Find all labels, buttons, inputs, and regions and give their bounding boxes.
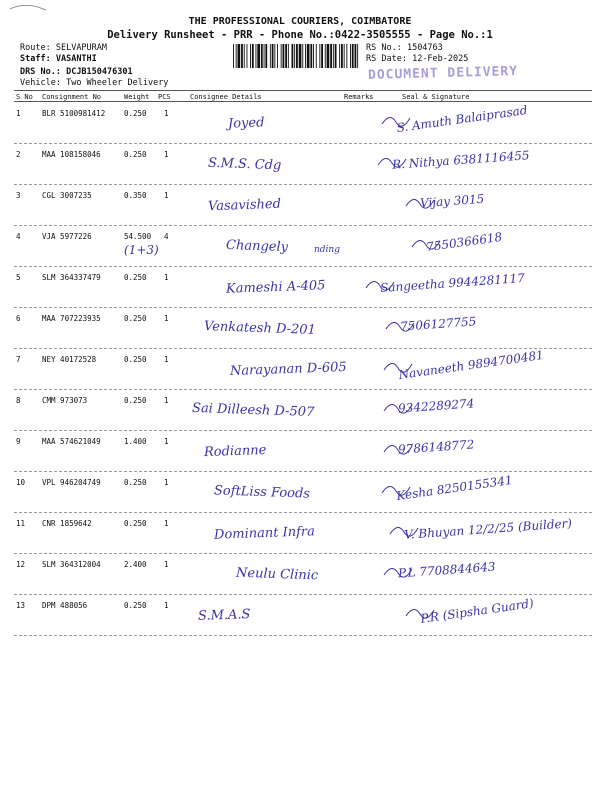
signature-flourish bbox=[404, 602, 444, 622]
consignee-handwriting: SoftLiss Foods bbox=[213, 483, 311, 502]
col-sno: S No bbox=[16, 93, 33, 101]
barcode-bar bbox=[341, 44, 343, 68]
runsheet-subtitle: Delivery Runsheet - PRR - Phone No.:0422-3505555 - Page No.:1 bbox=[107, 29, 493, 41]
consignee-handwriting: Vasavished bbox=[207, 196, 282, 215]
signature-stroke bbox=[390, 527, 418, 536]
signature-stroke bbox=[384, 404, 412, 413]
consignee-handwriting: Venkatesh D-201 bbox=[203, 319, 317, 338]
signature-flourish bbox=[376, 151, 416, 171]
signature-flourish bbox=[382, 438, 422, 458]
pcs-value: 1 bbox=[164, 601, 169, 610]
drs-line bbox=[20, 67, 133, 77]
signature-handwriting: 9342289274 bbox=[397, 396, 475, 416]
table-row bbox=[14, 471, 592, 513]
barcode-bar bbox=[296, 44, 298, 68]
signature-flourish bbox=[410, 233, 450, 253]
barcode-bar bbox=[264, 44, 265, 68]
row-sno: 10 bbox=[16, 478, 26, 487]
weight-value: 0.250 bbox=[124, 396, 147, 405]
barcode-bar bbox=[316, 44, 317, 68]
barcode-bar bbox=[327, 44, 330, 68]
consignee-handwriting: Neulu Clinic bbox=[235, 565, 319, 584]
consignment-number: MAA 574621049 bbox=[42, 437, 101, 446]
signature-flourish bbox=[364, 274, 404, 294]
table-row bbox=[14, 553, 592, 595]
barcode-bar bbox=[346, 44, 347, 68]
staff-value: VASANTHI bbox=[55, 54, 97, 64]
signature-handwriting: R. Nithya 6381116455 bbox=[391, 148, 530, 172]
route-line bbox=[20, 43, 107, 53]
signature-stroke bbox=[366, 281, 394, 290]
signature-stroke bbox=[406, 609, 434, 618]
signature-flourish bbox=[382, 356, 422, 376]
consignee-handwriting: Narayanan D-605 bbox=[229, 359, 347, 380]
col-weight: Weight bbox=[124, 93, 150, 101]
row-sno: 13 bbox=[16, 601, 26, 610]
table-row bbox=[14, 266, 592, 308]
barcode-bar bbox=[333, 44, 334, 68]
barcode-bar bbox=[233, 44, 234, 68]
barcode-bar bbox=[310, 44, 312, 68]
vehicle-line bbox=[20, 78, 168, 88]
signature-flourish bbox=[380, 110, 420, 130]
barcode-bar bbox=[292, 44, 294, 68]
weight-value: 0.250 bbox=[124, 478, 147, 487]
barcode-bar bbox=[339, 44, 340, 68]
weight-value: 2.400 bbox=[124, 560, 147, 569]
consignment-number: VJA 5977226 bbox=[42, 232, 92, 241]
corner-scribble bbox=[8, 2, 48, 12]
col-pcs: PCS bbox=[158, 93, 171, 101]
signature-stroke bbox=[386, 322, 414, 331]
consignee-handwriting: Dominant Infra bbox=[213, 524, 316, 543]
consignment-number: CGL 3007235 bbox=[42, 191, 92, 200]
signature-handwriting: Kesha 8250155341 bbox=[395, 472, 514, 504]
pcs-value: 1 bbox=[164, 191, 169, 200]
barcode-bar bbox=[288, 44, 289, 68]
pcs-value: 1 bbox=[164, 437, 169, 446]
pcs-value: 1 bbox=[164, 519, 169, 528]
signature-flourish bbox=[382, 561, 422, 581]
barcode-bar bbox=[357, 44, 358, 68]
barcode-bar bbox=[247, 44, 248, 68]
pcs-value: 1 bbox=[164, 560, 169, 569]
signature-flourish bbox=[404, 192, 444, 212]
consignment-number: CNR 1859642 bbox=[42, 519, 92, 528]
consignment-number: VPL 946204749 bbox=[42, 478, 101, 487]
signature-flourish bbox=[380, 479, 420, 499]
barcode-bar bbox=[270, 44, 271, 68]
consignee-handwriting: Changely bbox=[225, 237, 289, 256]
consignment-number: NEY 40172528 bbox=[42, 355, 97, 364]
row-sno: 5 bbox=[16, 273, 21, 282]
row-sno: 11 bbox=[16, 519, 26, 528]
signature-flourish bbox=[382, 397, 422, 417]
signature-flourish bbox=[388, 520, 428, 540]
rs-no-line bbox=[366, 43, 443, 53]
table-row bbox=[14, 430, 592, 472]
row-sno: 1 bbox=[16, 109, 21, 118]
weight-value: 54.500 bbox=[124, 232, 152, 241]
table-row bbox=[14, 512, 592, 554]
signature-stroke bbox=[378, 158, 406, 167]
table-row bbox=[14, 225, 592, 267]
table-row bbox=[14, 102, 592, 144]
signature-stroke bbox=[384, 445, 412, 454]
consignment-number: CMM 973073 bbox=[42, 396, 88, 405]
barcode-bar bbox=[244, 44, 245, 68]
barcode-bar bbox=[307, 44, 310, 68]
table-row bbox=[14, 143, 592, 185]
signature-handwriting: P.L 7708844643 bbox=[397, 559, 496, 581]
table-row bbox=[14, 594, 592, 636]
barcode-bar bbox=[281, 44, 282, 68]
signature-handwriting: V. Bhuyan 12/2/25 (Builder) bbox=[403, 516, 573, 542]
barcode-bar bbox=[302, 44, 303, 68]
pcs-value: 1 bbox=[164, 478, 169, 487]
consignee-handwriting: S.M.S. Cdg bbox=[207, 155, 282, 174]
barcode-bar bbox=[257, 44, 260, 68]
barcode-bar bbox=[261, 44, 263, 68]
vehicle-label: Vehicle: bbox=[20, 78, 61, 88]
vehicle-value: Two Wheeler Delivery bbox=[66, 78, 169, 88]
consignment-number: MAA 108158046 bbox=[42, 150, 101, 159]
signature-stroke bbox=[384, 568, 412, 577]
pcs-value: 1 bbox=[164, 150, 169, 159]
signature-stroke bbox=[384, 363, 412, 372]
pcs-value: 1 bbox=[164, 314, 169, 323]
signature-stroke bbox=[406, 199, 434, 208]
row-sno: 4 bbox=[16, 232, 21, 241]
row-sno: 9 bbox=[16, 437, 21, 446]
weight-value: 0.250 bbox=[124, 314, 147, 323]
table-row bbox=[14, 184, 592, 226]
barcode-bar bbox=[352, 44, 354, 68]
weight-value: 0.350 bbox=[124, 191, 147, 200]
company-title: THE PROFESSIONAL COURIERS, COIMBATORE bbox=[188, 16, 412, 27]
row-sno: 7 bbox=[16, 355, 21, 364]
consignee-handwriting: Sai Dilleesh D-507 bbox=[191, 400, 315, 421]
table-top-rule bbox=[14, 90, 592, 91]
signature-handwriting: 7550366618 bbox=[425, 229, 503, 255]
staff-line bbox=[20, 54, 97, 64]
consignee-handwriting: S.M.A.S bbox=[197, 607, 251, 624]
barcode-bar bbox=[265, 44, 267, 68]
signature-stroke bbox=[382, 486, 410, 495]
barcode-bar bbox=[241, 44, 243, 68]
weight-value: 0.250 bbox=[124, 109, 147, 118]
barcode-bar bbox=[272, 44, 274, 68]
drs-value: DCJB150476301 bbox=[66, 67, 133, 77]
barcode-bar bbox=[274, 44, 275, 68]
table-row bbox=[14, 389, 592, 431]
staff-label: Staff: bbox=[20, 54, 51, 64]
col-seal: Seal & Signature bbox=[402, 93, 470, 101]
pcs-value: 4 bbox=[164, 232, 169, 241]
rs-date-line bbox=[366, 54, 468, 64]
barcode-bar bbox=[330, 44, 332, 68]
barcode-bar bbox=[350, 44, 351, 68]
weight-value: 0.250 bbox=[124, 355, 147, 364]
barcode-bar bbox=[294, 44, 295, 68]
signature-handwriting: 9786148772 bbox=[397, 437, 475, 457]
consignee-handwriting: Joyed bbox=[227, 115, 265, 132]
row-sno: 2 bbox=[16, 150, 21, 159]
signature-handwriting: P.R (Sipsha Guard) bbox=[419, 596, 535, 626]
signature-handwriting: Navaneeth 9894700481 bbox=[397, 347, 545, 383]
pcs-value: 1 bbox=[164, 273, 169, 282]
weight-value: 0.250 bbox=[124, 519, 147, 528]
barcode bbox=[232, 44, 360, 68]
table-row bbox=[14, 307, 592, 349]
route-value: SELVAPURAM bbox=[55, 43, 108, 53]
document-delivery-stamp: DOCUMENT DELIVERY bbox=[367, 64, 519, 83]
barcode-bar bbox=[256, 44, 257, 68]
col-consignment: Consignment No bbox=[42, 93, 102, 101]
weight-value: 0.250 bbox=[124, 273, 147, 282]
signature-flourish bbox=[384, 315, 424, 335]
pieces-note-handwriting: (1+3) bbox=[124, 243, 159, 257]
barcode-bar bbox=[299, 44, 302, 68]
barcode-bar bbox=[344, 44, 345, 68]
barcode-bar bbox=[250, 44, 251, 68]
consignment-number: SLM 364312004 bbox=[42, 560, 101, 569]
barcode-bar bbox=[355, 44, 357, 68]
drs-label: DRS No.: bbox=[20, 67, 61, 77]
pcs-value: 1 bbox=[164, 109, 169, 118]
rs-date-value: 12-Feb-2025 bbox=[412, 54, 469, 64]
row-sno: 6 bbox=[16, 314, 21, 323]
weight-value: 0.250 bbox=[124, 601, 147, 610]
barcode-bar bbox=[252, 44, 254, 68]
signature-handwriting: 7506127755 bbox=[399, 314, 477, 334]
barcode-bar bbox=[325, 44, 326, 68]
signature-handwriting: Vijay 3015 bbox=[419, 191, 485, 211]
pcs-value: 1 bbox=[164, 396, 169, 405]
rs-no-value: 1504763 bbox=[406, 43, 443, 53]
barcode-bar bbox=[277, 44, 278, 68]
barcode-bar bbox=[238, 44, 241, 68]
signature-handwriting: Sangeetha 9944281117 bbox=[379, 270, 526, 296]
barcode-bar bbox=[236, 44, 237, 68]
barcode-bar bbox=[335, 44, 337, 68]
signature-stroke bbox=[382, 117, 410, 126]
barcode-bar bbox=[319, 44, 320, 68]
weight-value: 0.250 bbox=[124, 150, 147, 159]
barcode-bar bbox=[305, 44, 306, 68]
consignment-number: MAA 707223935 bbox=[42, 314, 101, 323]
consignee-note-handwriting: nding bbox=[314, 245, 340, 255]
signature-handwriting: S. Amuth Balaiprasad bbox=[395, 102, 529, 136]
consignee-handwriting: Kameshi A-405 bbox=[225, 278, 326, 297]
row-sno: 12 bbox=[16, 560, 26, 569]
barcode-bar bbox=[285, 44, 287, 68]
table-row bbox=[14, 348, 592, 390]
barcode-bar bbox=[321, 44, 323, 68]
consignment-number: SLM 364337479 bbox=[42, 273, 101, 282]
rs-no-label: RS No.: bbox=[366, 43, 402, 53]
consignment-number: DPM 488056 bbox=[42, 601, 88, 610]
weight-value: 1.400 bbox=[124, 437, 147, 446]
row-sno: 3 bbox=[16, 191, 21, 200]
barcode-bar bbox=[283, 44, 285, 68]
consignee-handwriting: Rodianne bbox=[203, 442, 267, 461]
consignment-number: BLR 5100981412 bbox=[42, 109, 106, 118]
rs-date-label: RS Date: bbox=[366, 54, 407, 64]
barcode-bar bbox=[313, 44, 314, 68]
col-remarks: Remarks bbox=[344, 93, 374, 101]
signature-stroke bbox=[412, 240, 440, 249]
col-consignee: Consignee Details bbox=[190, 93, 262, 101]
pcs-value: 1 bbox=[164, 355, 169, 364]
row-sno: 8 bbox=[16, 396, 21, 405]
route-label: Route: bbox=[20, 43, 51, 53]
